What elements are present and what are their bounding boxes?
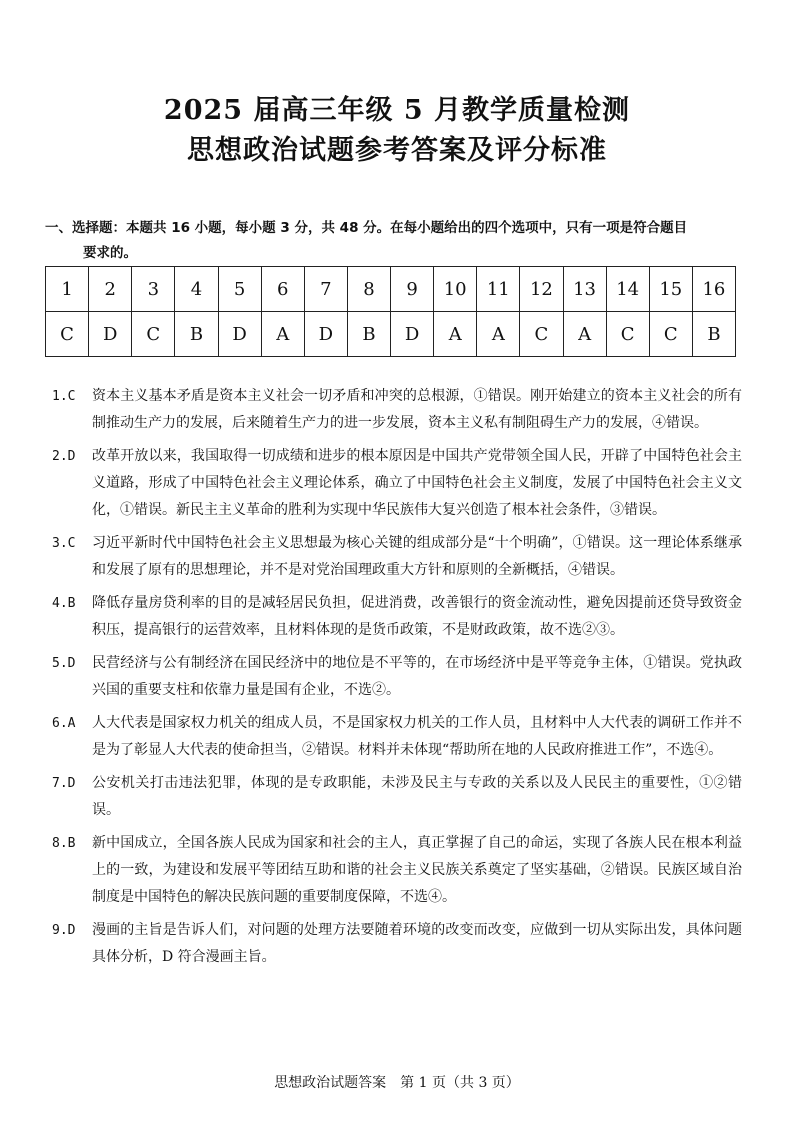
title-line-1: 2025 届高三年级 5 月教学质量检测: [163, 95, 631, 126]
question-number-cell: 10: [434, 267, 477, 312]
explanation-text: 漫画的主旨是告诉人们，对问题的处理方法要随着环境的改变而改变，应做到一切从实际出发，具体问题具体分析，D 符合漫画主旨。: [92, 922, 742, 965]
explanation-number: 4.B: [52, 596, 76, 611]
question-number-cell: 4: [175, 267, 218, 312]
explanation-item: [52, 830, 742, 911]
explanation-item: [52, 770, 742, 824]
explanation-number: 9.D: [52, 923, 76, 938]
explanation-number: 7.D: [52, 776, 76, 791]
page-footer: 思想政治试题答案 第 1 页（共 3 页）: [274, 1075, 520, 1091]
question-number-cell: 12: [520, 267, 563, 312]
explanation-item: [52, 530, 742, 584]
answer-cell: C: [606, 312, 649, 357]
answer-cell: C: [132, 312, 175, 357]
explanation-number: 1.C: [52, 389, 76, 404]
question-number-cell: 14: [606, 267, 649, 312]
explanation-text: 降低存量房贷利率的目的是减轻居民负担，促进消费，改善银行的资金流动性，避免因提前还贷导致资金积压，提高银行的运营效率，且材料体现的是货币政策，不是财政政策，故不选②③。: [92, 595, 742, 638]
answer-cell: A: [477, 312, 520, 357]
question-number-cell: 11: [477, 267, 520, 312]
explanation-list: [52, 383, 742, 977]
answer-cell: D: [391, 312, 434, 357]
answer-cell: D: [89, 312, 132, 357]
question-number-cell: 13: [563, 267, 606, 312]
title-line-2: 思想政治试题参考答案及评分标准: [187, 135, 607, 166]
question-number-cell: 2: [89, 267, 132, 312]
explanation-item: [52, 590, 742, 644]
answer-cell: C: [46, 312, 89, 357]
answer-cell: D: [304, 312, 347, 357]
question-number-cell: 16: [692, 267, 735, 312]
answer-cell: A: [434, 312, 477, 357]
question-number-cell: 8: [347, 267, 390, 312]
answer-cell: B: [175, 312, 218, 357]
question-number-cell: 3: [132, 267, 175, 312]
answer-cell: B: [347, 312, 390, 357]
explanation-item: [52, 383, 742, 437]
answer-cell: C: [520, 312, 563, 357]
explanation-item: [52, 917, 742, 971]
explanation-item: [52, 710, 742, 764]
section-heading: [45, 216, 745, 266]
explanation-number: 5.D: [52, 656, 76, 671]
answer-table-number-row: [46, 267, 736, 312]
explanation-item: [52, 650, 742, 704]
explanation-text: 资本主义基本矛盾是资本主义社会一切矛盾和冲突的总根源，①错误。刚开始建立的资本主义社会的所有制推动生产力的发展，后来随着生产力的进一步发展，资本主义私有制阻碍生产力的发展，④错误。: [92, 388, 742, 431]
explanation-text: 民营经济与公有制经济在国民经济中的地位是不平等的，在市场经济中是平等竞争主体，①错误。党执政兴国的重要支柱和依靠力量是国有企业，不选②。: [92, 655, 742, 698]
answer-cell: B: [692, 312, 735, 357]
question-number-cell: 7: [304, 267, 347, 312]
explanation-text: 人大代表是国家权力机关的组成人员，不是国家权力机关的工作人员，且材料中人大代表的调研工作并不是为了彰显人大代表的使命担当，②错误。材料并未体现“帮助所在地的人民政府推进工作”，不选④。: [92, 715, 742, 758]
answer-cell: A: [563, 312, 606, 357]
explanation-number: 2.D: [52, 449, 76, 464]
explanation-number: 6.A: [52, 716, 76, 731]
answer-cell: C: [649, 312, 692, 357]
answer-table-answer-row: [46, 312, 736, 357]
explanation-number: 8.B: [52, 836, 76, 851]
section-heading-line2: 要求的。: [83, 245, 137, 261]
question-number-cell: 1: [46, 267, 89, 312]
question-number-cell: 6: [261, 267, 304, 312]
explanation-text: 改革开放以来，我国取得一切成绩和进步的根本原因是中国共产党带领全国人民，开辟了中国特色社会主义道路，形成了中国特色社会主义理论体系，确立了中国特色社会主义制度，发展了中国特色社会主义文化，①错误。新民主主义革命的胜利为实现中华民族伟大复兴创造了根本社会条件，③错误。: [92, 448, 742, 518]
explanation-item: [52, 443, 742, 524]
answer-cell: A: [261, 312, 304, 357]
answer-table: [45, 266, 736, 357]
question-number-cell: 15: [649, 267, 692, 312]
explanation-number: 3.C: [52, 536, 76, 551]
section-heading-line1: 一、选择题：本题共 16 小题，每小题 3 分，共 48 分。在每小题给出的四个选项中，只有一项是符合题目: [45, 220, 688, 236]
explanation-text: 习近平新时代中国特色社会主义思想最为核心关键的组成部分是“十个明确”，①错误。这一理论体系继承和发展了原有的思想理论，并不是对党治国理政重大方针和原则的全新概括，④错误。: [92, 535, 742, 578]
answer-cell: D: [218, 312, 261, 357]
question-number-cell: 9: [391, 267, 434, 312]
explanation-text: 新中国成立，全国各族人民成为国家和社会的主人，真正掌握了自己的命运，实现了各族人民在根本利益上的一致，为建设和发展平等团结互助和谐的社会主义民族关系奠定了坚实基础，②错误。民族区域自治制度是中国特色的解决民族问题的重要制度保障，不选④。: [92, 835, 742, 905]
explanation-text: 公安机关打击违法犯罪，体现的是专政职能，未涉及民主与专政的关系以及人民民主的重要性，①②错误。: [92, 775, 742, 818]
question-number-cell: 5: [218, 267, 261, 312]
